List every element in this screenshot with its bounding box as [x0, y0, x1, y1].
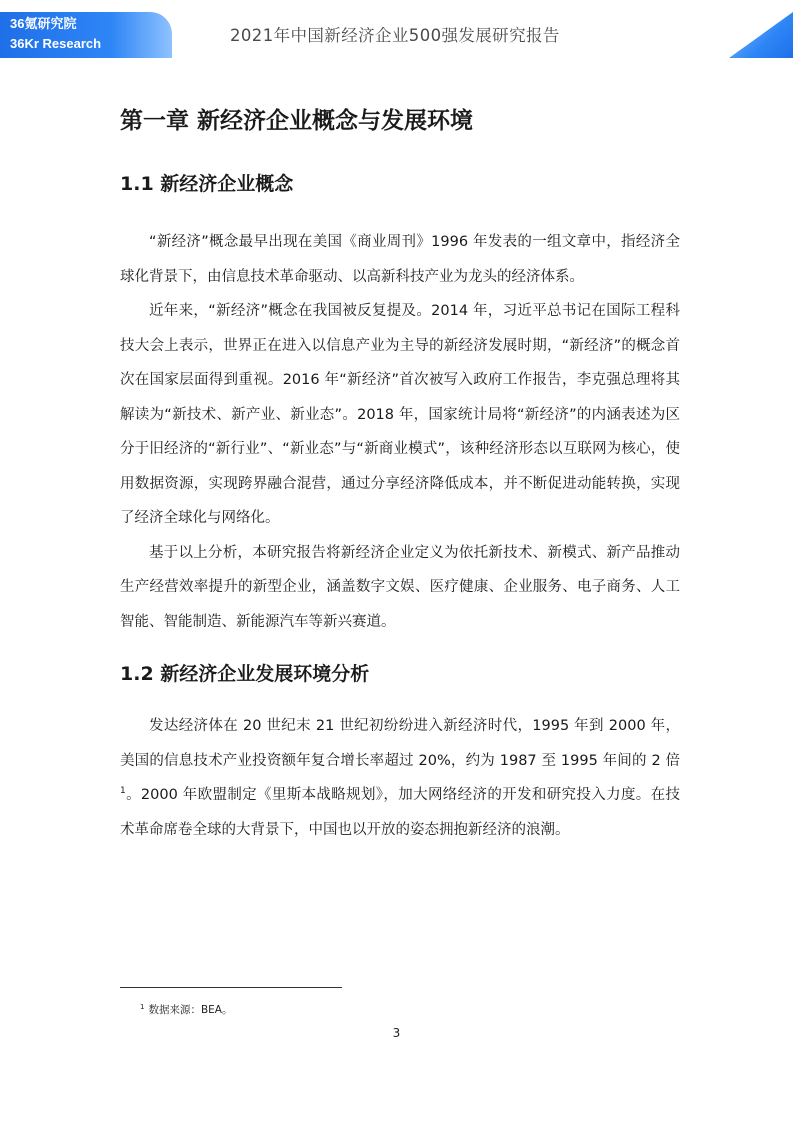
footnote-reference[interactable]: 1 [120, 786, 126, 797]
footnote-number: 1 [140, 1002, 145, 1011]
corner-decoration [729, 12, 793, 58]
paragraph-text: 发达经济体在 20 世纪末 21 世纪初纷纷进入新经济时代，1995 年到 2000 年，美国的信息技术产业投资额年复合增长率超过 20%，约为 1987 至 1995 年间的 2 倍 [120, 718, 680, 769]
section-heading-1-1: 1.1 新经济企业概念 [120, 173, 294, 195]
section-1-1-body [120, 225, 680, 639]
paragraph: “新经济”概念最早出现在美国《商业周刊》1996 年发表的一组文章中，指经济全球化背景下，由信息技术革命驱动、以高新科技产业为龙头的经济体系。 [120, 234, 680, 285]
page-body [120, 100, 680, 847]
footnote-text: 数据来源：BEA。 [148, 1004, 233, 1016]
footnote [140, 1002, 233, 1017]
footnote-divider [120, 987, 342, 988]
section-heading-1-2: 1.2 新经济企业发展环境分析 [120, 663, 370, 685]
brand-name-cn: 36氪研究院 [10, 16, 77, 31]
paragraph: 基于以上分析，本研究报告将新经济企业定义为依托新技术、新模式、新产品推动生产经营效率提升的新型企业，涵盖数字文娱、医疗健康、企业服务、电子商务、人工智能、智能制造、新能源汽车等新兴赛道。 [120, 544, 680, 630]
paragraph-text: 。2000 年欧盟制定《里斯本战略规划》，加大网络经济的开发和研究投入力度。在技术革命席卷全球的大背景下，中国也以开放的姿态拥抱新经济的浪潮。 [120, 787, 680, 838]
page-header [0, 0, 793, 60]
paragraph [120, 709, 680, 847]
brand-logo [10, 14, 101, 54]
chapter-title: 第一章 新经济企业概念与发展环境 [120, 108, 474, 134]
page-number: 3 [392, 1026, 401, 1040]
paragraph: 近年来，“新经济”概念在我国被反复提及。2014 年，习近平总书记在国际工程科技大会上表示，世界正在进入以信息产业为主导的新经济发展时期，“新经济”的概念首次在国家层面得到重视。2016 年“新经济”首次被写入政府工作报告，李克强总理将其解读为“新技术、新产业、新业态”。2018 年，国家统计局将“新经济”的内涵表述为区分于旧经济的“新行业”、“新业态”与“新商业模式”，该种经济形态以互联网为核心，使用数据资源，实现跨界融合混营，通过分享经济降低成本，并不断促进动能转换，实现了经济全球化与网络化。 [120, 303, 680, 526]
section-1-2-body [120, 709, 680, 847]
brand-name-en: 36Kr Research [10, 36, 102, 51]
report-title: 2021年中国新经济企业500强发展研究报告 [230, 26, 560, 45]
